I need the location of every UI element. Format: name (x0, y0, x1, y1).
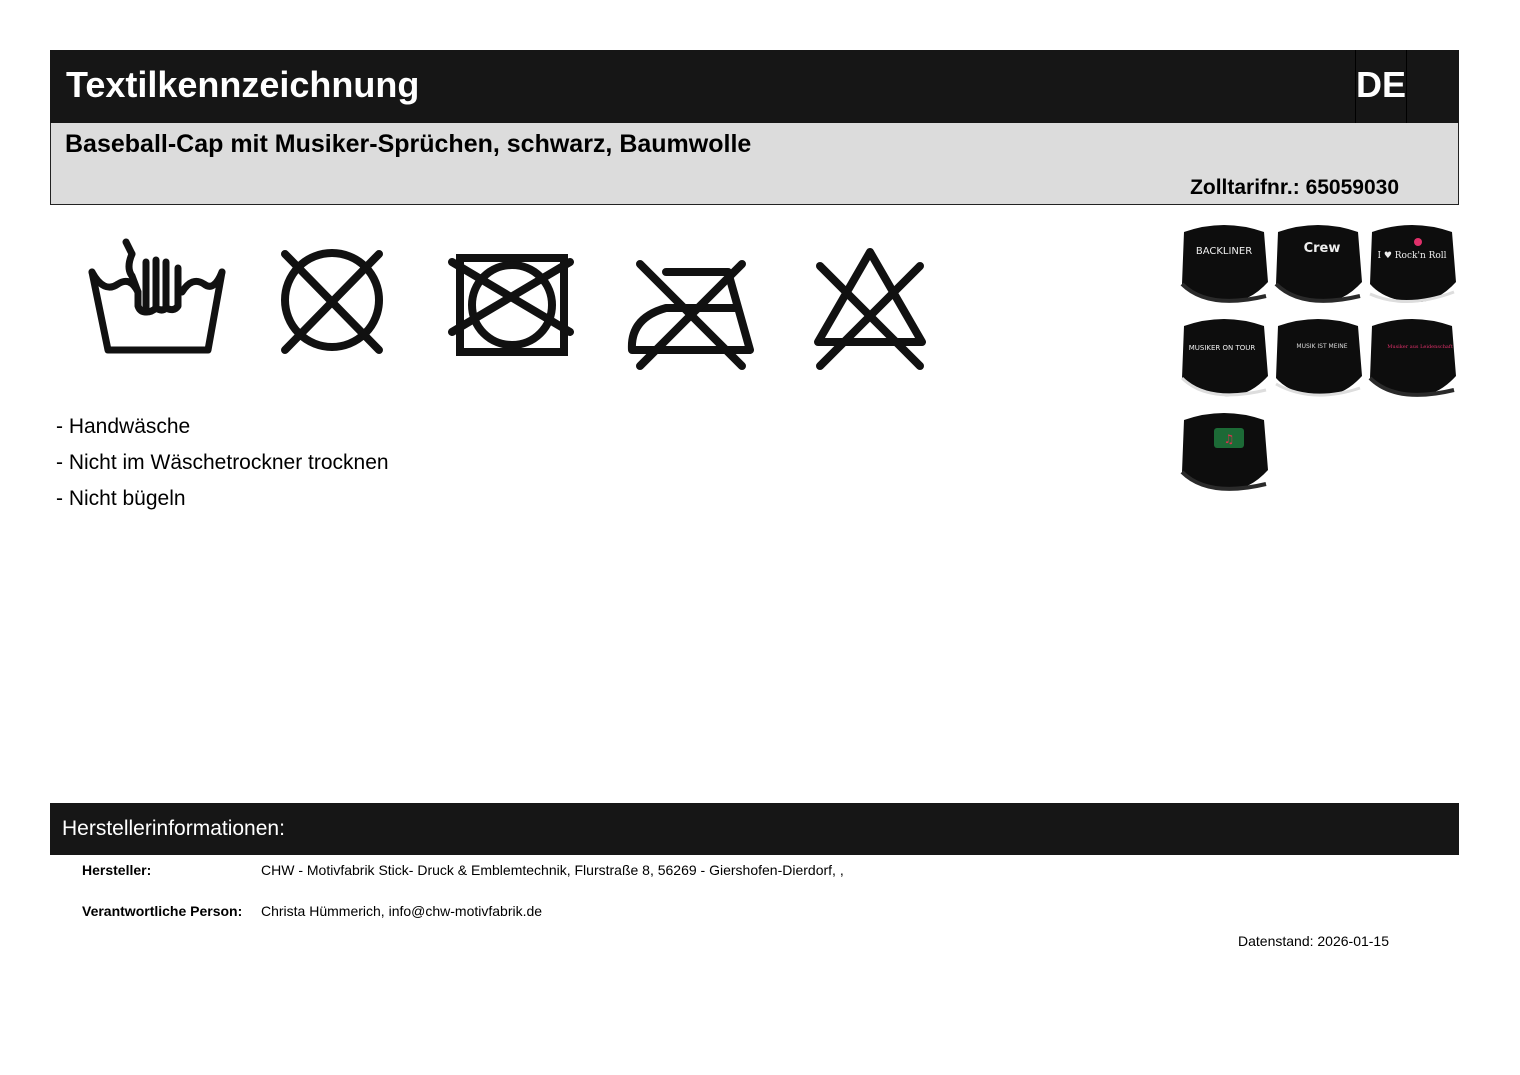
hand-wash-icon (86, 232, 226, 357)
manufacturer-value: CHW - Motivfabrik Stick- Druck & Emblemtechnik, Flurstraße 8, 56269 - Giershofen-Dierdorf, , (261, 862, 844, 878)
data-date: Datenstand: 2026-01-15 (1238, 933, 1389, 949)
product-header (50, 123, 1459, 205)
care-symbols (80, 232, 960, 382)
care-instruction-item: - Handwäsche (56, 415, 191, 438)
care-instruction-item: - Nicht im Wäschetrockner trocknen (56, 451, 389, 474)
svg-text:Crew: Crew (1303, 241, 1341, 256)
svg-text:♫: ♫ (1223, 432, 1235, 446)
manufacturer-section-title: Herstellerinformationen: (62, 817, 285, 840)
manufacturer-label: Hersteller: (82, 862, 152, 878)
svg-text:MUSIKER ON TOUR: MUSIKER ON TOUR (1188, 344, 1256, 352)
cap-image-rock-n-roll (1366, 218, 1458, 308)
no-tumble-dry-icon (275, 232, 390, 357)
responsible-person-value: Christa Hümmerich, info@chw-motivfabrik.de (261, 903, 543, 919)
product-image-grid (1178, 218, 1460, 498)
svg-text:I ♥ Rock'n Roll: I ♥ Rock'n Roll (1377, 251, 1447, 261)
cap-image-backliner (1178, 218, 1270, 308)
cap-image-badge (1178, 406, 1270, 496)
customs-tariff-number: Zolltarifnr.: 65059030 (1190, 176, 1399, 199)
responsible-person-label: Verantwortliche Person: (82, 903, 243, 919)
no-iron-icon (626, 232, 756, 372)
svg-text:BACKLINER: BACKLINER (1195, 246, 1253, 257)
cap-image-musik (1272, 312, 1364, 402)
cap-image-musiker-leidenschaft (1366, 312, 1458, 402)
cap-image-crew (1272, 218, 1364, 308)
page-title: Textilkennzeichnung (66, 64, 420, 105)
svg-text:Musiker aus Leidenschaft: Musiker aus Leidenschaft (1387, 344, 1453, 350)
care-instructions (56, 413, 389, 521)
cap-image-musiker-on-tour (1178, 312, 1270, 402)
care-instruction-item: - Nicht bügeln (56, 487, 186, 510)
svg-text:MUSIK IST MEINE: MUSIK IST MEINE (1296, 343, 1348, 350)
manufacturer-header (50, 803, 1459, 855)
no-bleach-icon (810, 232, 930, 372)
header-bar (50, 50, 1459, 123)
language-code: DE (1355, 50, 1407, 123)
no-dryer-icon (446, 232, 578, 360)
product-name: Baseball-Cap mit Musiker-Sprüchen, schwarz, Baumwolle (65, 130, 752, 158)
